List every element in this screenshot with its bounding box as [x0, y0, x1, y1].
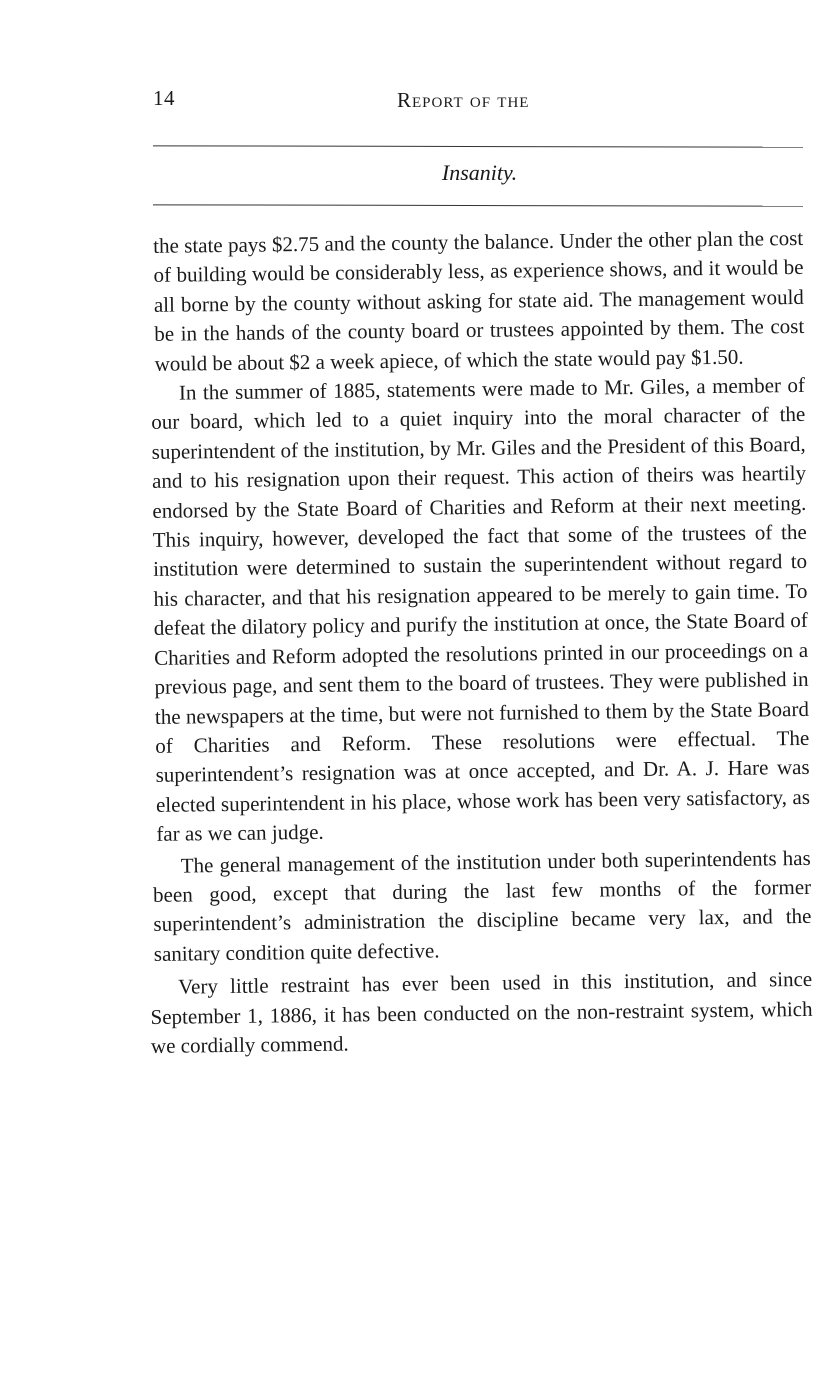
running-head: Report of the — [397, 88, 530, 112]
header-rule-top — [153, 145, 803, 147]
section-title: Insanity. — [441, 160, 518, 185]
page-number: 14 — [153, 86, 175, 110]
header-rule-bottom — [153, 204, 803, 206]
body-text — [143, 224, 813, 1061]
paragraph: In the summer of 1885, statements were made to Mr. Giles, a member of our board, which led to a quiet inquiry into the moral character of the superintendent of the institution, by Mr. Giles and the President of this Board, and to his resignation upon their request. This action of theirs was heartily endorsed by the State Board of Charities and Reform at their next meeting. This inquiry, however, developed the fact that some of the trustees of the institution were determined to sustain the superintendent without regard to his character, and that his resignation appeared to be merely to gain time. To defeat the dilatory policy and purify the institution at once, the State Board of Charities and Reform adopted the resolutions printed in our proceedings on a previous page, and sent them to the board of trustees. They were published in the newspapers at the time, but were not furnished to them by the State Board of Charities and Reform. These resolutions were effectual. The superintendent’s resignation was at once accepted, and Dr. A. J. Hare was elected superintendent in his place, whose work has been very satisfactory, as far as we can judge. — [151, 372, 811, 847]
paragraph: Very little restraint has ever been used in this institution, and since September 1, 1886, it has been conducted on the non-restraint system, which we cordially commend. — [150, 967, 813, 1058]
paragraph: the state pays $2.75 and the county the balance. Under the other plan the cost of building would be considerably less, as experience shows, and it would be all borne by the county without asking for state aid. The management would be in the hands of the county board or trustees appointed by them. The cost would be about $2 a week apiece, of which the state would pay $1.50. — [153, 225, 805, 376]
paragraph: The general management of the institution under both superintendents has been good, except that during the last few months of the former superintendent’s administration the discipline became very lax, and the sanitary condition quite defective. — [152, 845, 812, 966]
